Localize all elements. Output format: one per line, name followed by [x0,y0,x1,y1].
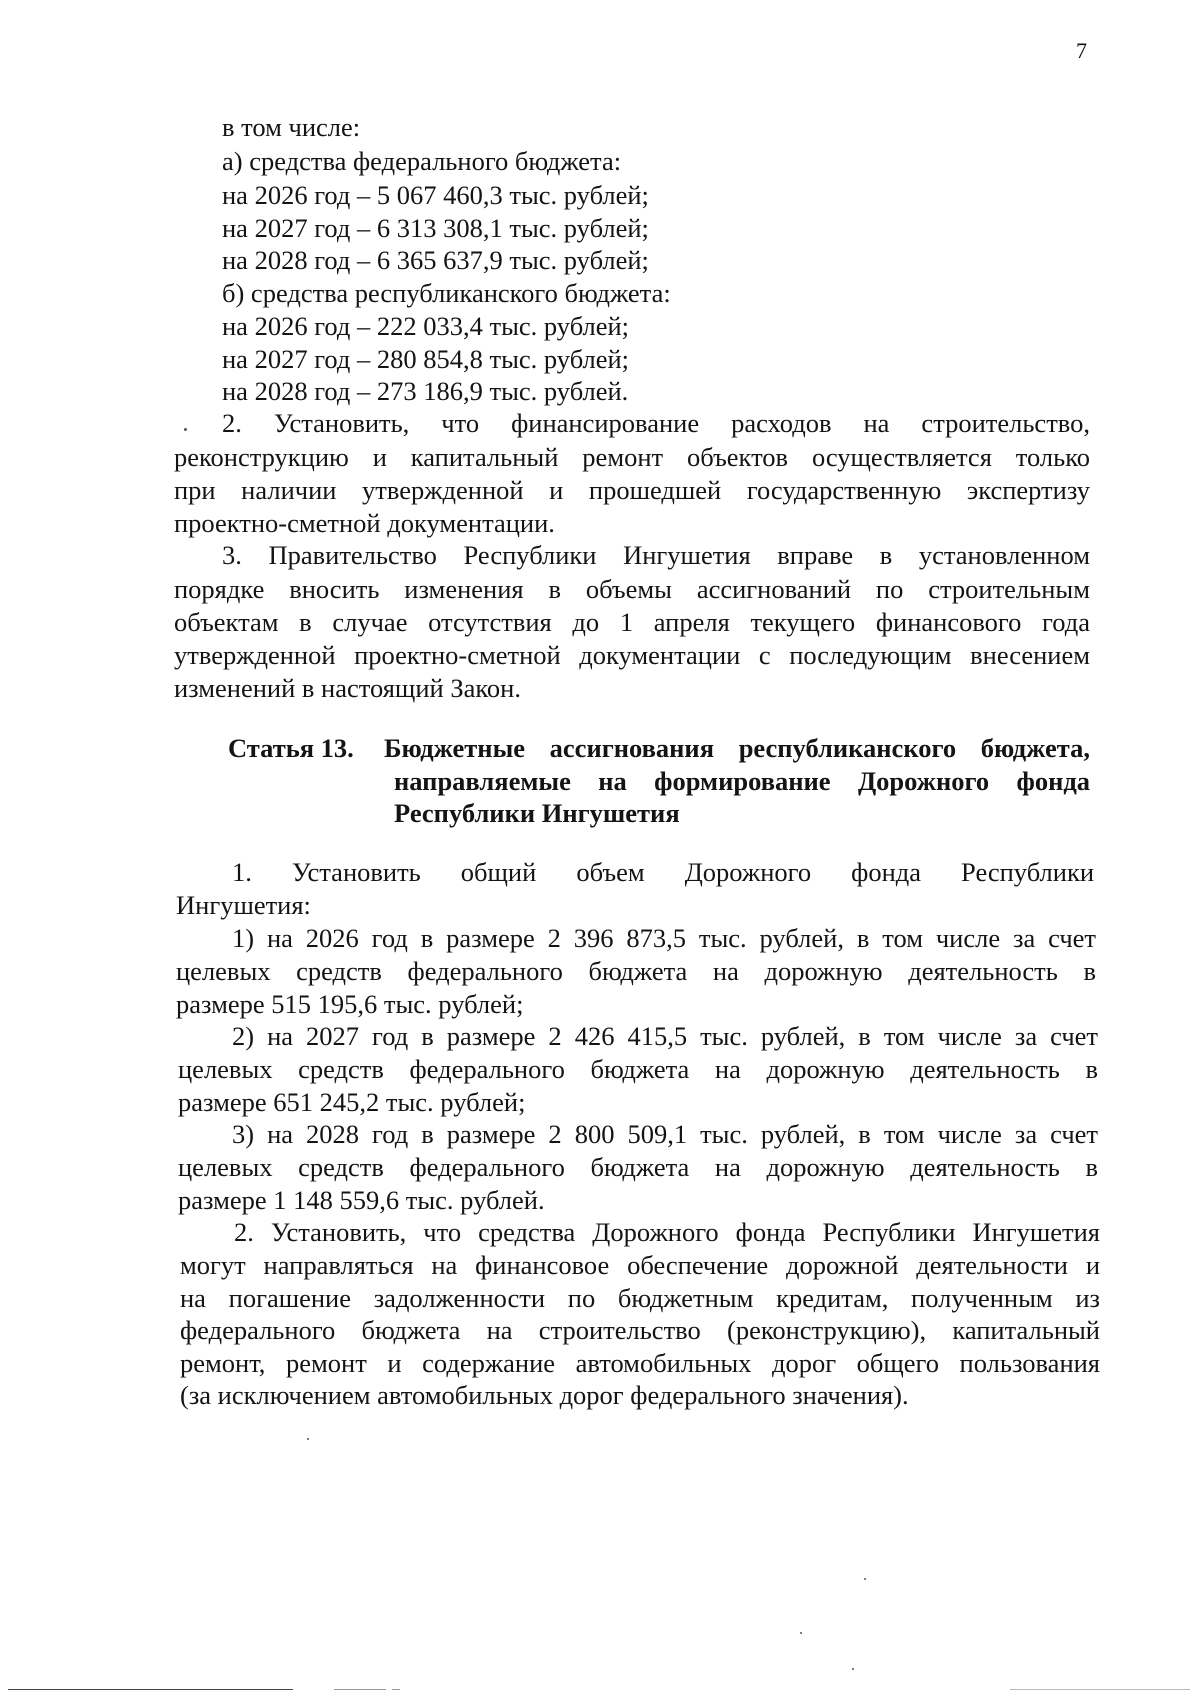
clause-2-line: проектно-сметной документации. [174,508,555,538]
article-label: Статья 13. [228,733,354,763]
clause-3-line: объектам в случае отсутствия до 1 апреля текущего финансового года [174,607,1090,637]
republic-budget-2027: на 2027 год – 280 854,8 тыс. рублей; [222,344,630,374]
scan-speck [800,1632,802,1634]
item-2-line: федерального бюджета на строительство (реконструкцию), капитальный [180,1315,1100,1345]
road-fund-2027-line: 2) на 2027 год в размере 2 426 415,5 тыс. рублей, в том числе за счет [232,1021,1098,1051]
road-fund-2027-line: размере 651 245,2 тыс. рублей; [178,1087,526,1117]
scan-edge-line [1010,1689,1190,1690]
road-fund-2028-line: целевых средств федерального бюджета на дорожную деятельность в [178,1152,1098,1182]
item-2-line: 2. Установить, что средства Дорожного фонда Республики Ингушетия [234,1217,1100,1247]
page-number: 7 [1076,38,1087,63]
article-title-line: направляемые на формирование Дорожного фонда [394,766,1090,796]
clause-3-line: порядке вносить изменения в объемы ассигнований по строительным [174,574,1090,604]
article-title-line: Бюджетные ассигнования республиканского бюджета, [384,733,1090,763]
item-1-line: 1. Установить общий объем Дорожного фонда Республики [232,857,1094,887]
item-2-line: (за исключением автомобильных дорог федерального значения). [180,1380,909,1410]
republic-budget-2028: на 2028 год – 273 186,9 тыс. рублей. [222,376,629,406]
item-2-line: могут направляться на финансовое обеспечение дорожной деятельности и [180,1250,1100,1280]
clause-3-line: изменений в настоящий Закон. [174,673,521,703]
scan-edge-line [392,1689,400,1690]
road-fund-2026-line: размере 515 195,6 тыс. рублей; [176,989,524,1019]
scan-speck [307,1438,309,1440]
item-2-line: на погашение задолженности по бюджетным кредитам, полученным из [180,1283,1100,1313]
item-2-line: ремонт, ремонт и содержание автомобильных дорог общего пользования [180,1348,1100,1378]
federal-budget-2027: на 2027 год – 6 313 308,1 тыс. рублей; [222,213,649,243]
republic-budget-2026: на 2026 год – 222 033,4 тыс. рублей; [222,311,630,341]
clause-2-line: реконструкцию и капитальный ремонт объектов осуществляется только [174,442,1090,472]
clause-2-line: при наличии утвержденной и прошедшей государственную экспертизу [174,475,1090,505]
clause-3-line: 3. Правительство Республики Ингушетия вправе в установленном [222,540,1090,570]
clause-2-line: 2. Установить, что финансирование расходов на строительство, [222,408,1090,438]
scan-speck [852,1668,854,1670]
scan-speck [184,428,187,431]
article-title-line: Республики Ингушетия [394,798,680,828]
clause-3-line: утвержденной проектно-сметной документации с последующим внесением [174,640,1090,670]
including-label: в том числе: [222,112,361,142]
federal-budget-2028: на 2028 год – 6 365 637,9 тыс. рублей; [222,245,649,275]
federal-budget-2026: на 2026 год – 5 067 460,3 тыс. рублей; [222,180,649,210]
scan-speck [864,1578,866,1580]
federal-budget-heading: а) средства федерального бюджета: [222,146,622,176]
road-fund-2028-line: размере 1 148 559,6 тыс. рублей. [178,1185,545,1215]
road-fund-2028-line: 3) на 2028 год в размере 2 800 509,1 тыс. рублей, в том числе за счет [232,1119,1098,1149]
scan-edge-line [334,1689,386,1690]
republic-budget-heading: б) средства республиканского бюджета: [222,278,671,308]
item-1-line: Ингушетия: [176,890,311,920]
road-fund-2027-line: целевых средств федерального бюджета на дорожную деятельность в [178,1054,1098,1084]
road-fund-2026-line: 1) на 2026 год в размере 2 396 873,5 тыс. рублей, в том числе за счет [232,923,1096,953]
scan-edge-line [8,1689,293,1690]
road-fund-2026-line: целевых средств федерального бюджета на дорожную деятельность в [176,956,1096,986]
